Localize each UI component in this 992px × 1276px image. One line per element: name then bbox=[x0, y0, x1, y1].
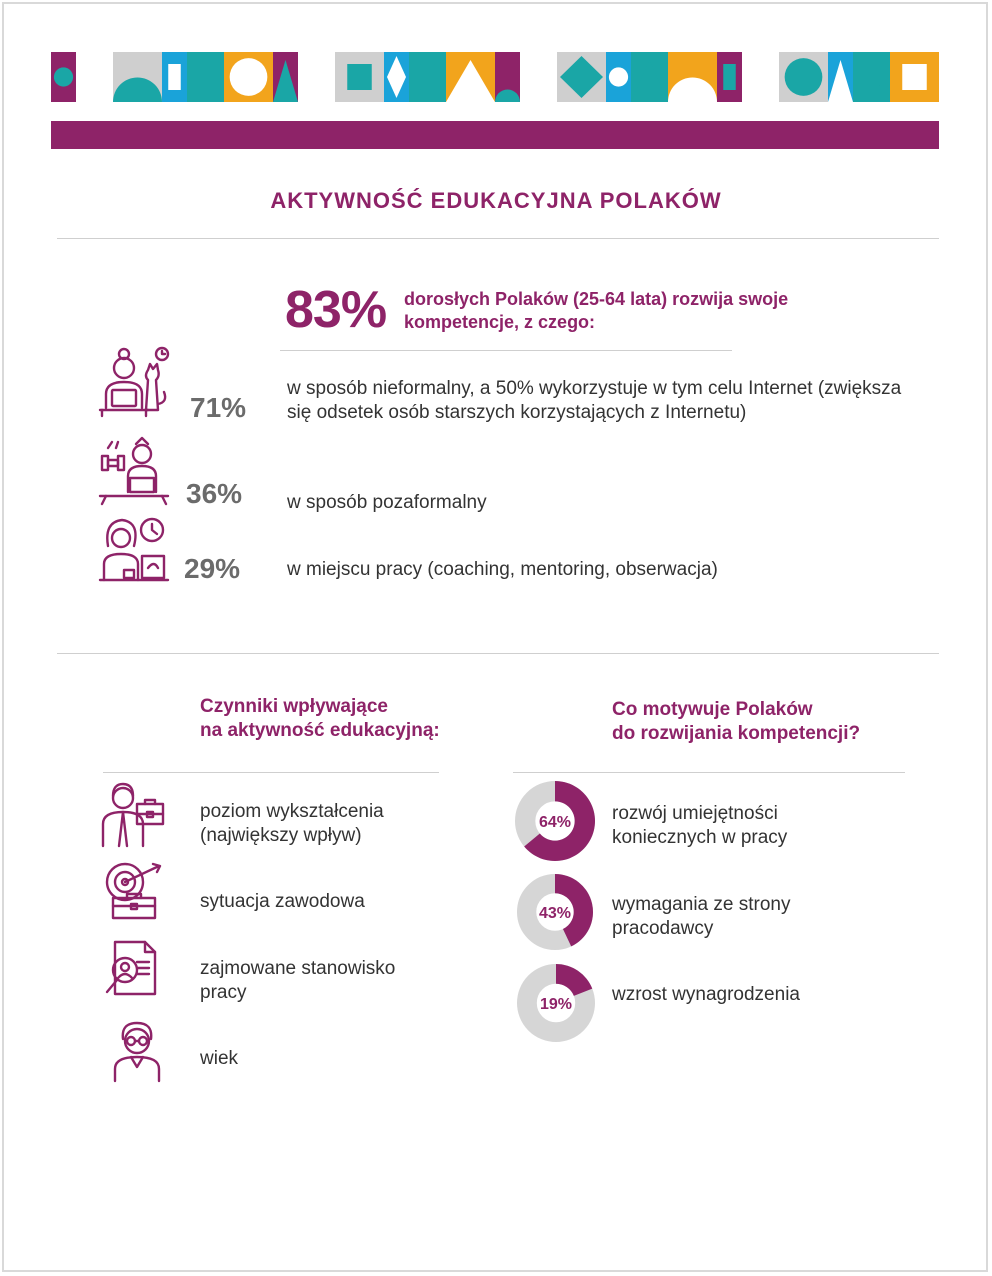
header-bar bbox=[51, 121, 939, 149]
donut-label: 19% bbox=[539, 996, 573, 1013]
factor-age-line1: wiek bbox=[200, 1048, 239, 1069]
motive-skills-line2: koniecznych w pracy bbox=[612, 827, 788, 848]
resume-magnifier-icon bbox=[105, 940, 161, 996]
factor-education-line2: (największy wpływ) bbox=[200, 825, 362, 846]
factor-age bbox=[200, 1047, 238, 1071]
desc-workplace: w miejscu pracy (coaching, mentoring, obserwacja) bbox=[287, 559, 718, 580]
factor-position bbox=[200, 957, 395, 1005]
motivation-heading-line1: Co motywuje Polaków bbox=[612, 699, 813, 720]
motivation-heading-line2: do rozwijania kompetencji? bbox=[612, 723, 861, 744]
percent-informal: 71% bbox=[190, 392, 247, 423]
factor-job-situation-line1: sytuacja zawodowa bbox=[200, 891, 365, 912]
person-laptop-cat-icon bbox=[98, 346, 174, 418]
page-title: AKTYWNOŚĆ EDUKACYJNA POLAKÓW bbox=[270, 188, 722, 213]
desc-informal: w sposób nieformalny, a 50% wykorzystuje w tym celu Internet (zwiększa się odsetek osób starszych korzystających z Internetu) bbox=[287, 378, 902, 423]
donut-employer bbox=[516, 873, 594, 951]
headline-text: dorosłych Polaków (25-64 lata) rozwija swoje kompetencje, z czego: bbox=[404, 289, 789, 332]
donut-salary bbox=[516, 963, 596, 1043]
motive-skills-line1: rozwój umiejętności bbox=[612, 803, 778, 824]
factors-heading bbox=[200, 695, 440, 743]
factor-job-situation bbox=[200, 890, 365, 914]
motive-employer-line1: wymagania ze strony bbox=[612, 894, 791, 915]
decorative-pattern-banner bbox=[51, 52, 939, 102]
factor-education-line1: poziom wykształcenia bbox=[200, 801, 384, 822]
donut-label: 64% bbox=[538, 814, 572, 831]
headline-underline bbox=[280, 350, 732, 351]
motive-employer-line2: pracodawcy bbox=[612, 918, 714, 939]
percent-workplace: 29% bbox=[184, 553, 241, 584]
motive-employer bbox=[612, 893, 790, 941]
divider bbox=[57, 238, 939, 239]
factors-heading-line1: Czynniki wpływające bbox=[200, 696, 388, 717]
desc-nonformal: w sposób pozaformalny bbox=[287, 492, 487, 513]
divider bbox=[57, 653, 939, 654]
headline-percent: 83% bbox=[285, 281, 387, 339]
donut-skills bbox=[514, 780, 596, 862]
target-briefcase-icon bbox=[103, 862, 165, 920]
factor-education bbox=[200, 800, 384, 848]
motivation-divider bbox=[513, 772, 905, 773]
person-dumbbell-icon bbox=[98, 436, 170, 506]
graduate-briefcase-icon bbox=[101, 782, 167, 848]
factor-position-line2: pracy bbox=[200, 982, 247, 1003]
motive-skills bbox=[612, 802, 787, 850]
woman-workplace-clock-icon bbox=[98, 516, 170, 586]
motivation-heading bbox=[612, 698, 860, 746]
motive-salary-line1: wzrost wynagrodzenia bbox=[612, 984, 800, 1005]
donut-label: 43% bbox=[538, 905, 572, 922]
factors-divider bbox=[103, 772, 439, 773]
elderly-person-icon bbox=[113, 1021, 161, 1083]
motive-salary bbox=[612, 983, 800, 1007]
factors-heading-line2: na aktywność edukacyjną: bbox=[200, 720, 440, 741]
factor-position-line1: zajmowane stanowisko bbox=[200, 958, 396, 979]
percent-nonformal: 36% bbox=[186, 478, 243, 509]
